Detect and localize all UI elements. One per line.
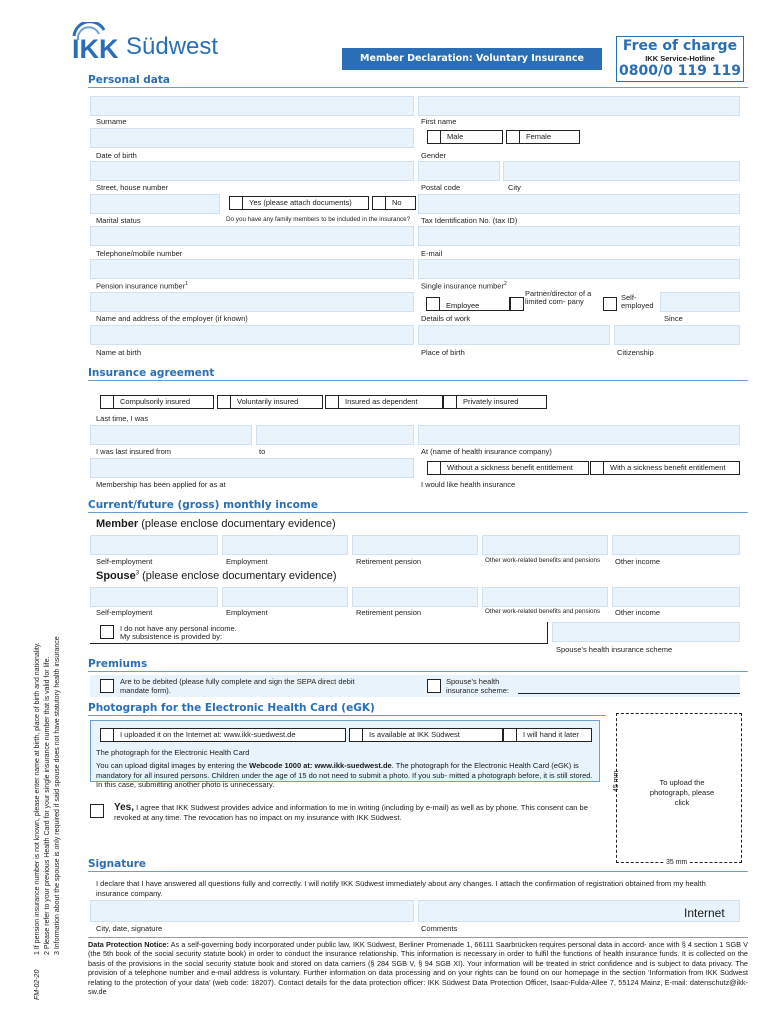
place-birth-input[interactable]	[418, 325, 610, 345]
voluntarily-checkbox[interactable]	[217, 395, 231, 409]
footnote-1: 1 If pension insurance number is not known, please enter name at birth, place of birth and nationality.	[34, 642, 41, 955]
tax-id-input[interactable]	[418, 194, 740, 214]
footnote-2: 2 Please refer to your previous Health Card for your single insurance number that is valid for life.	[44, 656, 51, 955]
spouse-premium-checkbox[interactable]	[427, 679, 441, 693]
employer-label: Name and address of the employer (if known)	[96, 314, 248, 323]
partner-label: Partner/director of a limited com- pany	[525, 289, 592, 306]
postal-input[interactable]	[418, 161, 500, 181]
marital-label: Marital status	[96, 216, 141, 225]
with-sick-checkbox[interactable]	[590, 461, 604, 475]
citizenship-input[interactable]	[614, 325, 740, 345]
family-question: Do you have any family members to be included in the insurance?	[226, 216, 411, 223]
no-income-checkbox[interactable]	[100, 625, 114, 639]
first-name-input[interactable]	[418, 96, 740, 116]
street-input[interactable]	[90, 161, 414, 181]
consent-checkbox[interactable]	[90, 804, 104, 818]
hand-later-checkbox[interactable]	[503, 728, 517, 742]
dependent-label: Insured as dependent	[339, 395, 443, 409]
form-code: FM-02-20	[34, 969, 41, 1000]
name-birth-input[interactable]	[90, 325, 414, 345]
svg-text:IKK: IKK	[72, 34, 119, 62]
family-yes-checkbox[interactable]	[229, 196, 243, 210]
privately-label: Privately insured	[457, 395, 547, 409]
spouse-premium-line1: Spouse’s health	[446, 677, 500, 686]
debit-line1: Are to be debited (please fully complete and sign the SEPA direct debit	[120, 677, 355, 686]
no-income-line1: I do not have any personal income.	[120, 624, 237, 633]
spouse-scheme-input[interactable]	[552, 622, 740, 642]
comments-label: Comments	[421, 924, 458, 933]
since-label: Since	[664, 314, 683, 323]
section-underline	[88, 380, 748, 381]
form-title: Member Declaration: Voluntary Insurance	[360, 53, 584, 64]
brand-suffix: Südwest	[126, 33, 219, 60]
last-to-label: to	[259, 447, 266, 456]
section-underline	[88, 671, 748, 672]
photo-caption: The photograph for the Electronic Health Card	[96, 748, 250, 757]
last-to-input[interactable]	[256, 425, 414, 445]
family-yes-label: Yes (please attach documents)	[243, 196, 369, 210]
citizenship-label: Citizenship	[617, 348, 654, 357]
marital-input[interactable]	[90, 194, 220, 214]
section-underline	[88, 87, 748, 88]
section-underline	[88, 512, 748, 513]
last-from-label: I was last insured from	[96, 447, 172, 456]
debit-checkbox[interactable]	[100, 679, 114, 693]
spouse-employment-input[interactable]	[222, 587, 348, 607]
spouse-premium-line2: insurance scheme:	[446, 686, 509, 695]
data-protection-notice: Data Protection Notice: As a self-governing body incorporated under public law, IKK Südwest, Berliner Promenade 1, 66111 Saarbrücken requires personal data in accord- ance with § 4 section 1 SGB V (the 5th book of the social security statute book) in order to conduct the insurance relationship. This information is necessary in order to fulfil the functions of health insurance funds. It is collected on the basis of the provisions in the social security statute book and stored on data carriers (§ 284 SGB V, § 94 SGB XI). Your information will be treated in strict confidence and is subject to data privacy. The provision of a telephone number and e-mail address is voluntary. Further information on data processing and on your rights can be found on our homepage in the section ‘Information from IKK Südwest relating to the protection of your data’ (web code: 18207). Contact details for the data protection officer: IKK Südwest Data Protection Officer, Isaac-Fulda-Allee 7, 55124 Mainz, E-mail: datenschutz@ikk-sw.de	[88, 940, 749, 997]
member-other-income-input[interactable]	[612, 535, 740, 555]
spouse-col-2: Employment	[226, 608, 268, 617]
spouse-scheme-label: Spouse’s health insurance scheme	[556, 645, 673, 654]
self-employed-checkbox[interactable]	[603, 297, 617, 311]
employer-input[interactable]	[90, 292, 414, 312]
available-checkbox[interactable]	[349, 728, 363, 742]
last-time-label: Last time, I was	[96, 414, 149, 423]
email-label: E-mail	[421, 249, 443, 258]
member-col-2: Employment	[226, 557, 268, 566]
member-col-1: Self-employment	[96, 557, 153, 566]
side-notes	[8, 600, 68, 1000]
email-input[interactable]	[418, 226, 740, 246]
since-input[interactable]	[660, 292, 740, 312]
hotline-number: 0800/0 119 119	[618, 63, 741, 79]
female-checkbox[interactable]	[506, 130, 520, 144]
self-employed-label: Self- employed	[621, 293, 654, 310]
photo-height-label: 45 mm	[613, 770, 620, 792]
member-heading: Member (please enclose documentary evidence)	[96, 518, 336, 530]
health-company-label: At (name of health insurance company)	[421, 447, 552, 456]
uploaded-label: I uploaded it on the Internet at: www.ikk-suedwest.de	[114, 728, 346, 742]
city-input[interactable]	[503, 161, 740, 181]
member-col-5: Other income	[615, 557, 661, 566]
health-company-input[interactable]	[418, 425, 740, 445]
section-underline	[88, 715, 606, 716]
partner-checkbox[interactable]	[510, 297, 524, 311]
female-label: Female	[520, 130, 580, 144]
member-col-3: Retirement pension	[356, 557, 422, 566]
postal-label: Postal code	[421, 183, 461, 192]
spouse-retirement-input[interactable]	[352, 587, 478, 607]
section-personal-data: Personal data	[88, 74, 170, 86]
photo-upload-hint[interactable]: To upload the photograph, please click	[649, 778, 715, 807]
details-work-label: Details of work	[421, 314, 471, 323]
compulsorily-label: Compulsorily insured	[114, 395, 214, 409]
pension-input[interactable]	[90, 259, 414, 279]
section-premiums: Premiums	[88, 658, 148, 670]
spouse-col-4: Other work-related benefits and pensions	[485, 608, 601, 615]
spouse-premium-line	[518, 693, 740, 694]
membership-label: Membership has been applied for as at	[96, 480, 226, 489]
spouse-col-3: Retirement pension	[356, 608, 422, 617]
uploaded-checkbox[interactable]	[100, 728, 114, 742]
street-label: Street, house number	[96, 183, 169, 192]
dob-label: Date of birth	[96, 151, 137, 160]
city-date-signature-input[interactable]	[90, 900, 414, 922]
phone-label: Telephone/mobile number	[96, 249, 183, 258]
with-sick-label: With a sickness benefit entitlement	[604, 461, 740, 475]
without-sick-checkbox[interactable]	[427, 461, 441, 475]
form-title-banner	[342, 48, 602, 70]
data-protection-divider	[88, 937, 748, 938]
dob-input[interactable]	[90, 128, 414, 148]
male-label: Male	[441, 130, 503, 144]
city-date-label: City, date, signature	[96, 924, 163, 933]
employee-checkbox[interactable]	[426, 297, 440, 311]
surname-input[interactable]	[90, 96, 414, 116]
debit-line2: mandate form).	[120, 686, 171, 695]
hotline-badge: Free of charge	[622, 38, 738, 54]
no-income-line2: My subsistence is provided by:	[120, 632, 223, 641]
compulsorily-checkbox[interactable]	[100, 395, 114, 409]
section-photo: Photograph for the Electronic Health Card (eGK)	[88, 702, 375, 714]
member-other-benefits-input[interactable]	[482, 535, 608, 555]
photo-info-text: You can upload digital images by entering the Webcode 1000 at: www.ikk-suedwest.de. The photograph for the Electronic Health Card (eGK) is mandatory for all insured persons. Children under the age of 15 do not need to submit a photo. If you sub- mitted a photograph before, it is still stored. In this case, submitting another photo is unnecessary.	[96, 761, 593, 789]
section-income: Current/future (gross) monthly income	[88, 499, 318, 511]
member-retirement-input[interactable]	[352, 535, 478, 555]
family-no-label: No	[386, 196, 416, 210]
section-insurance: Insurance agreement	[88, 367, 215, 379]
first-name-label: First name	[421, 117, 457, 126]
male-checkbox[interactable]	[427, 130, 441, 144]
member-self-employment-input[interactable]	[90, 535, 218, 555]
internet-label: Internet	[684, 906, 725, 920]
member-col-4: Other work-related benefits and pensions	[485, 557, 601, 564]
pension-label: Pension insurance number$^1$	[96, 281, 189, 291]
would-like-label: I would like health insurance	[421, 480, 516, 489]
spouse-heading: Spouse$^3$ (please enclose documentary evidence)	[96, 570, 337, 582]
member-employment-input[interactable]	[222, 535, 348, 555]
photo-width-label: 35 mm	[666, 859, 688, 866]
membership-input[interactable]	[90, 458, 414, 478]
tax-id-label: Tax Identification No. (tax ID)	[421, 216, 518, 225]
without-sick-label: Without a sickness benefit entitlement	[441, 461, 589, 475]
city-label: City	[508, 183, 521, 192]
single-input[interactable]	[418, 259, 740, 279]
spouse-col-1: Self-employment	[96, 608, 153, 617]
phone-input[interactable]	[90, 226, 414, 246]
surname-label: Surname	[96, 117, 127, 126]
spouse-self-employment-input[interactable]	[90, 587, 218, 607]
hand-later-label: I will hand it later	[517, 728, 592, 742]
hotline-label: IKK Service-Hotline	[645, 54, 715, 63]
footnote-3: 3 Information about the spouse is only required if said spouse does not have statutory health insurance	[54, 636, 61, 955]
declaration-text: I declare that I have answered all questions fully and correctly. I will notify IKK Südwest immediately about any changes. I attach the confirmation of registration obtained from my health insurance company.	[96, 879, 706, 898]
voluntarily-label: Voluntarily insured	[231, 395, 323, 409]
spouse-other-benefits-input[interactable]	[482, 587, 608, 607]
hotline-box	[616, 36, 744, 82]
family-no-checkbox[interactable]	[372, 196, 386, 210]
spouse-other-income-input[interactable]	[612, 587, 740, 607]
consent-text: Yes, I agree that IKK Südwest provides advice and information to me in writing (including by e-mail) as well as by phone. This consent can be revoked at any time. The revocation has no impact on my insurance with IKK Südwest.	[114, 802, 588, 822]
place-birth-label: Place of birth	[421, 348, 465, 357]
spouse-col-5: Other income	[615, 608, 661, 617]
name-birth-label: Name at birth	[96, 348, 142, 357]
last-from-input[interactable]	[90, 425, 252, 445]
section-underline	[88, 871, 748, 872]
available-label: Is available at IKK Südwest	[363, 728, 503, 742]
dependent-checkbox[interactable]	[325, 395, 339, 409]
section-signature: Signature	[88, 858, 147, 870]
single-label: Single insurance number$^2$	[421, 281, 507, 291]
privately-checkbox[interactable]	[443, 395, 457, 409]
gender-label: Gender	[421, 151, 447, 160]
employee-label: Employee	[440, 297, 510, 311]
